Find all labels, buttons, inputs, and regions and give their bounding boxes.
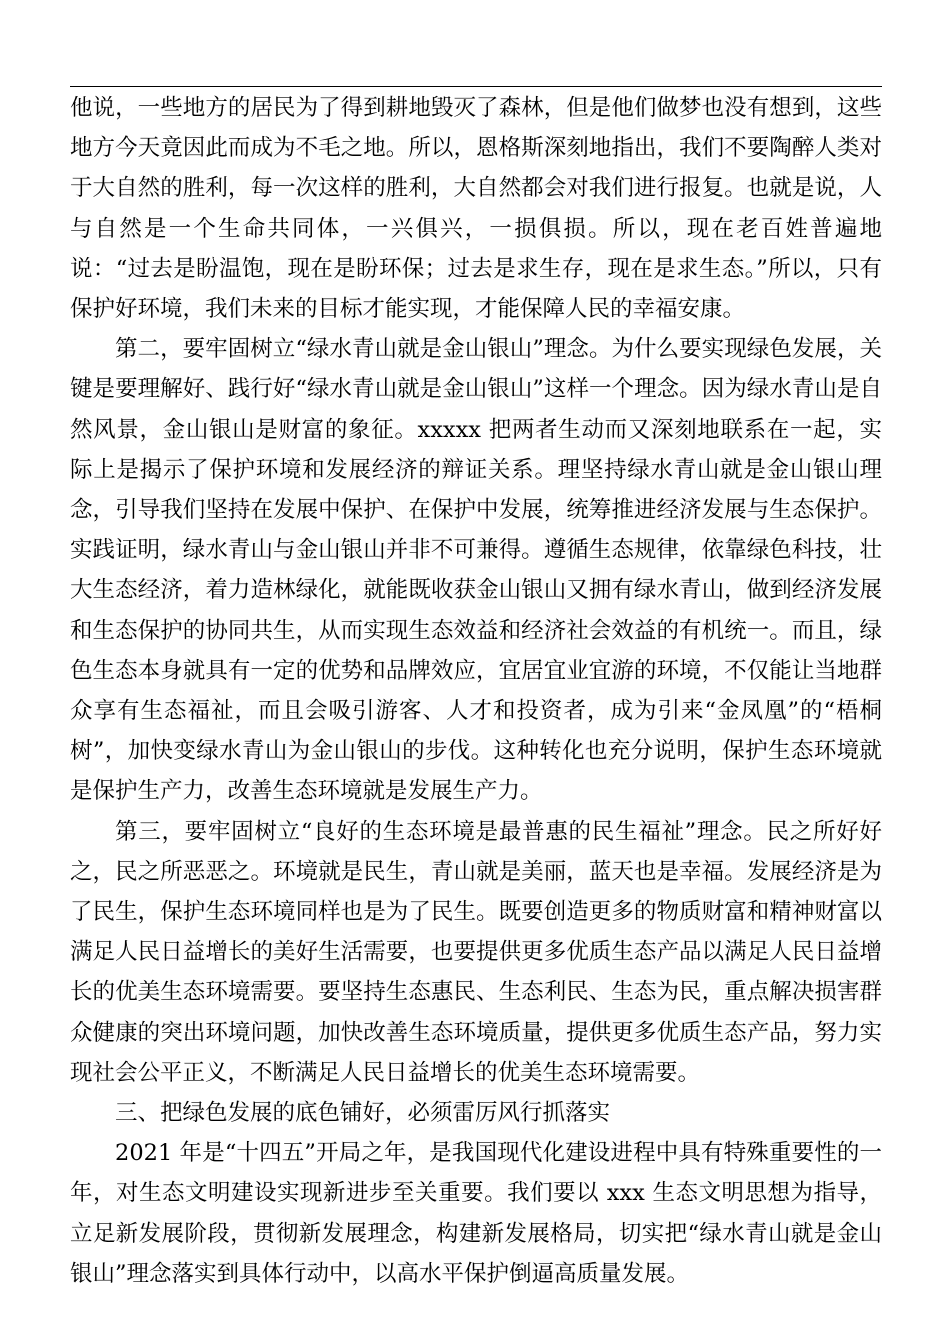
paragraph-2021: 2021 年是“十四五”开局之年，是我国现代化建设进程中具有特殊重要性的一年，对生态文明建设实现新进步至关重要。我们要以 xxx 生态文明思想为指导，立足新发展阶段，贯彻新发展理念，构建新发展格局，切实把“绿水青山就是金山银山”理念落实到具体行动中，以高水平保护倒逼高质量发展。 (70, 1140, 882, 1287)
header-rule (70, 86, 882, 87)
section-heading-three: 三、把绿色发展的底色铺好，必须雷厉风行抓落实 (115, 1100, 611, 1127)
paragraph-second-principle: 第二，要牢固树立“绿水青山就是金山银山”理念。为什么要实现绿色发展，关键是要理解好、践行好“绿水青山就是金山银山”这样一个理念。因为绿水青山是自然风景，金山银山是财富的象征。xxxxx 把两者生动而又深刻地联系在一起，实际上是揭示了保护环境和发展经济的辩证关系。理坚持绿水青山就是金山银山理念，引导我们坚持在发展中保护、在保护中发展，统筹推进经济发展与生态保护。实践证明，绿水青山与金山银山并非不可兼得。遵循生态规律，依靠绿色科技，壮大生态经济，着力造林绿化，就能既收获金山银山又拥有绿水青山，做到经济发展和生态保护的协同共生，从而实现生态效益和经济社会效益的有机统一。而且，绿色生态本身就具有一定的优势和品牌效应，宜居宜业宜游的环境，不仅能让当地群众享有生态福祉，而且会吸引游客、人才和投资者，成为引来“金凤凰”的“梧桐树”，加快变绿水青山为金山银山的步伐。这种转化也充分说明，保护生态环境就是保护生产力，改善生态环境就是发展生产力。 (70, 336, 882, 805)
document-body (70, 88, 882, 1294)
paragraph-third-principle: 第三，要牢固树立“良好的生态环境是最普惠的民生福祉”理念。民之所好好之，民之所恶恶之。环境就是民生，青山就是美丽，蓝天也是幸福。发展经济是为了民生，保护生态环境同样也是为了民生。既要创造更多的物质财富和精神财富以满足人民日益增长的美好生活需要，也要提供更多优质生态产品以满足人民日益增长的优美生态环境需要。要坚持生态惠民、生态利民、生态为民，重点解决损害群众健康的突出环境问题，加快改善生态环境质量，提供更多优质生态产品，努力实现社会公平正义，不断满足人民日益增长的优美生态环境需要。 (70, 818, 882, 1086)
paragraph-continuation: 他说，一些地方的居民为了得到耕地毁灭了森林，但是他们做梦也没有想到，这些地方今天竟因此而成为不毛之地。所以，恩格斯深刻地指出，我们不要陶醉人类对于大自然的胜利，每一次这样的胜利，大自然都会对我们进行报复。也就是说，人与自然是一个生命共同体，一兴俱兴，一损俱损。所以，现在老百姓普遍地说：“过去是盼温饱，现在是盼环保；过去是求生存，现在是求生态。”所以，只有保护好环境，我们未来的目标才能实现，才能保障人民的幸福安康。 (70, 95, 882, 323)
